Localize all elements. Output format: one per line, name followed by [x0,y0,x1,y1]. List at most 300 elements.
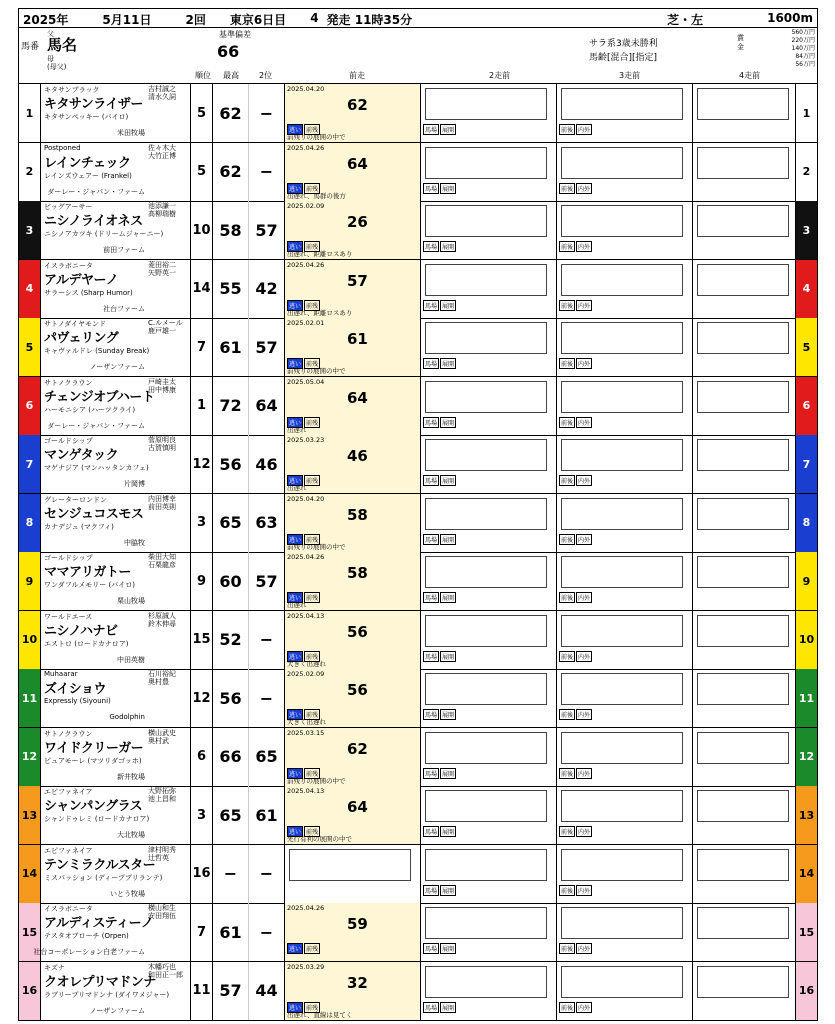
race-2-tags [423,300,457,311]
tag-track: 馬場 [423,183,439,194]
rank-value: 12 [191,435,213,493]
tag-inside-outside: 内外 [576,241,592,252]
gate-number-left: 8 [19,494,41,552]
second-value: 44 [249,962,285,1020]
horse-dam [44,288,133,298]
race-1-date: 2025.04.13 [287,611,325,620]
base-value: 66 [217,42,240,61]
race-3-tags [559,826,593,837]
horse-dam [44,873,162,883]
tag-pace: 展開 [440,651,456,662]
race-1-note: 前残りの展開の中で [287,776,346,785]
horse-sire: イスラボニータ [44,905,93,913]
race-1-note: 出遅れ、直線は見てく [287,1010,353,1019]
jockey-name: 大野拓弥 [148,787,176,795]
tag-track: 馬場 [423,826,439,837]
horse-name: ズイショウ [44,682,106,697]
race-1 [285,318,421,376]
second-label: 2位 [259,71,273,80]
race-1 [285,377,421,435]
race-4 [693,84,797,142]
gate-number-right: 4 [795,260,817,318]
horse-breeder: ノーザンファーム [89,363,145,371]
race-1-score: 62 [347,96,368,114]
jockey-info [148,670,188,686]
race-1 [285,786,421,844]
horse-info [41,845,191,903]
race-3-grid [561,556,683,588]
tag-fore-aft: 前後 [559,651,575,662]
tag-front: 前残 [304,241,320,252]
tag-inside-outside: 内外 [576,826,592,837]
race-2 [421,494,557,552]
race-2-tags [423,534,457,545]
gate-number-left: 13 [19,786,41,844]
tag-front: 前残 [304,943,320,954]
horse-row [18,435,818,494]
race-3-grid [561,322,683,354]
race-2 [421,903,557,961]
jockey-info [148,787,188,803]
gate-number-left: 7 [19,435,41,493]
race-3-tags [559,534,593,545]
tag-fore-aft: 前後 [559,300,575,311]
second-value: 57 [249,201,285,259]
tag-escape: 逃い [287,709,303,720]
race-4-grid [697,439,789,471]
race-2-tags [423,768,457,779]
race-4-grid [697,264,789,296]
trainer-name: 前田英則 [148,502,176,511]
horse-breeder: 大北牧場 [117,831,145,839]
rank-value: 5 [191,143,213,201]
race-3 [557,669,693,727]
race-1 [285,494,421,552]
race-1-note: 大きく出遅れ [287,659,326,668]
horse-row [18,318,818,377]
jockey-info [148,612,188,628]
second-value: 65 [249,728,285,786]
race-4-grid [697,147,789,179]
trainer-name: 石栗龍彦 [148,561,176,569]
tag-inside-outside: 内外 [576,124,592,135]
tag-front: 前残 [304,534,320,545]
base-label: 基準偏差 [219,30,251,39]
tag-fore-aft: 前後 [559,943,575,954]
prize-3: 140万円 [791,45,815,52]
race-1 [285,435,421,493]
tag-track: 馬場 [423,358,439,369]
horse-dam-name: ワンダフルメモリー [44,581,107,589]
race-date: 5月11日 [102,13,152,27]
horse-damsire: (ロードカナロア) [74,639,129,648]
race-2-tags [423,417,457,428]
tag-escape: 逃い [287,358,303,369]
tag-front: 前残 [304,1002,320,1013]
race-4-grid [697,732,789,764]
race-4-grid [697,790,789,822]
race-1-score: 58 [347,505,368,524]
race-2-grid [425,205,547,237]
tag-inside-outside: 内外 [576,651,592,662]
jockey-name: 木幡巧也 [148,962,176,971]
race-3 [557,260,693,318]
tag-escape: 逃い [287,592,303,603]
race-1-note: 出遅れ [287,484,307,492]
trainer-name: 奥村豊 [148,678,169,686]
tag-inside-outside: 内外 [576,475,592,486]
horse-breeder: ノーザンファーム [89,1006,145,1015]
race-post-time: 発走 11時35分 [326,13,413,27]
race-2 [421,143,557,201]
race-3 [557,728,693,786]
race-3-grid [561,264,683,296]
race-1 [285,669,421,727]
rank-value: 12 [191,669,213,727]
race-1 [285,611,421,669]
horse-sire: エピファネイア [44,846,93,855]
race-1 [285,903,421,961]
jockey-info [148,904,188,920]
horse-dam-name: マゲナジア [44,464,79,472]
second-value: − [249,143,285,201]
race-3-tags [559,417,593,428]
horse-info [41,84,191,142]
horse-info [41,786,191,844]
race-2 [421,435,557,493]
tag-track: 馬場 [423,300,439,311]
race-2-tags [423,358,457,369]
rank-value: 14 [191,260,213,318]
tag-escape: 逃い [287,241,303,252]
horse-dam-name: テスタオブローチ [44,932,100,940]
horse-damsire: (ハーツクライ) [88,405,136,414]
gate-number-left: 16 [19,962,41,1020]
tag-escape: 逃い [287,943,303,954]
horse-dam-name: ハーモニシア [44,405,86,414]
race-2-tags [423,241,457,252]
horse-damsire: (バイロ) [108,581,135,589]
gate-number-left: 9 [19,552,41,610]
horse-dam-name: ピュアモーレ [44,756,86,765]
horse-name: ママアリガトー [44,565,131,580]
race-1-score: 56 [347,681,368,699]
tag-pace: 展開 [440,241,456,252]
trainer-name: 奥村武 [148,736,169,745]
horse-sire: エピファネイア [44,788,93,796]
horse-info [41,143,191,201]
race-2-grid [425,556,547,588]
tag-escape: 逃い [287,417,303,428]
jockey-info [148,846,188,862]
race-2-grid [425,88,547,120]
race-4 [693,669,797,727]
horse-dam-name: キャヴァルドレ [44,347,93,355]
race-4-grid [697,615,789,647]
tag-escape: 逃い [287,768,303,779]
horse-name: テンミラクルスター [44,857,156,873]
second-value: 42 [249,260,285,318]
race-1-date: 2025.04.26 [287,904,325,912]
horse-sire: Postponed [44,143,81,152]
jockey-info [148,553,188,569]
horse-row [18,611,818,670]
prize-2: 220万円 [791,37,815,44]
trainer-name: 高柳瑞樹 [148,210,176,218]
tag-inside-outside: 内外 [576,183,592,194]
second-value: 64 [249,377,285,435]
race-2-grid [425,673,547,705]
tag-track: 馬場 [423,943,439,954]
race-2-tags [423,183,457,194]
horse-info [41,201,191,259]
race-3-tags [559,768,593,779]
horse-breeder: 新井牧場 [117,772,145,781]
horse-damsire: (マツリダゴッホ) [87,756,142,765]
race-4-grid [697,966,789,998]
race-3 [557,611,693,669]
race-3 [557,962,693,1020]
horse-dam [44,639,129,649]
tag-track: 馬場 [423,241,439,252]
horse-dam [44,990,169,1000]
horse-breeder: 中田英樹 [117,655,145,664]
race-2-tags [423,124,457,135]
second-value: − [249,845,285,903]
race-3-tags [559,183,593,194]
race-1-note: 出遅れ [287,425,307,434]
race-2 [421,728,557,786]
horse-breeder: Godolphin [109,713,145,721]
horse-name: ニシノハナビ [44,623,118,639]
race-surface: 芝・左 [667,13,704,27]
horse-sire: キタサンブラック [44,86,100,94]
gate-number-left: 12 [19,728,41,786]
horse-dam-name: エストロ [44,639,72,648]
race-4-grid [697,498,789,530]
race-3 [557,143,693,201]
gate-number-right: 12 [795,728,817,786]
gate-number-right: 5 [795,318,817,376]
race-3 [557,84,693,142]
race-3 [557,318,693,376]
horse-dam [44,522,114,532]
horse-dam [44,229,163,239]
tag-pace: 展開 [440,300,456,311]
jockey-name: 杉原誠人 [148,611,176,620]
race-3-grid [561,88,683,120]
tag-fore-aft: 前後 [559,358,575,369]
horse-dam [44,463,149,473]
gate-number-left: 11 [19,669,41,727]
gate-number-left: 4 [19,260,41,318]
dam-label: 母 [47,55,54,63]
race-3 [557,377,693,435]
race-4 [693,845,797,903]
gate-number-right: 15 [795,903,817,961]
best-value: 52 [213,611,249,669]
tag-fore-aft: 前後 [559,417,575,428]
race-1 [285,728,421,786]
race-2 [421,318,557,376]
trainer-name: 安田翔伍 [148,912,176,920]
tag-track: 馬場 [423,124,439,135]
jockey-name: 横山和生 [148,904,176,912]
race-3-grid [561,849,683,881]
rank-value: 16 [191,845,213,903]
race-3 [557,903,693,961]
tag-pace: 展開 [440,183,456,194]
tag-fore-aft: 前後 [559,241,575,252]
trainer-name: 鹿戸雄一 [148,327,176,335]
column-header [18,28,818,84]
gate-number-right: 8 [795,494,817,552]
race-1-note: 出遅れ、距離ロスあり [287,250,353,258]
gate-number-right: 13 [795,786,817,844]
trainer-name: 辻哲英 [148,853,169,862]
race-1-date: 2025.05.04 [287,377,325,386]
race-1 [285,845,421,903]
race-4-grid [697,205,789,237]
race-3 [557,845,693,903]
race-4 [693,494,797,552]
tag-pace: 展開 [440,943,456,954]
horse-breeder: ダーレー・ジャパン・ファーム [47,421,145,430]
jockey-name: 津村明秀 [148,845,176,854]
rank-value: 3 [191,786,213,844]
race-4-grid [697,88,789,120]
tag-track: 馬場 [423,651,439,662]
class-line2: 馬齢[混合][指定] [589,53,658,63]
horse-name: マンゲタック [44,448,119,463]
best-value: 62 [213,143,249,201]
horse-breeder: 米田牧場 [117,129,145,137]
race-3-grid [561,615,683,647]
jockey-info [148,144,188,160]
best-value: − [213,845,249,903]
tag-fore-aft: 前後 [559,1002,575,1013]
tag-track: 馬場 [423,534,439,545]
race-2-grid [425,732,547,764]
tag-pace: 展開 [440,709,456,720]
race-3-tags [559,943,593,954]
race-1-note: 前残りの展開の中で [287,133,346,141]
second-value: 46 [249,435,285,493]
rank-value: 6 [191,728,213,786]
best-value: 61 [213,318,249,376]
race-3 [557,201,693,259]
race-4-grid [697,907,789,939]
race-number: 4 [310,11,319,25]
race-3-tags [559,475,593,486]
horse-sire: ビッグアーサー [44,203,93,211]
horse-dam-name: ニシノアカツキ [44,230,93,238]
second-value: 61 [249,786,285,844]
best-value: 57 [213,962,249,1020]
gate-number-right: 1 [795,84,817,142]
best-value: 56 [213,669,249,727]
gate-number-right: 3 [795,201,817,259]
race-2 [421,377,557,435]
tag-front: 前残 [304,826,320,837]
race-2 [421,786,557,844]
jockey-name: 菅原明良 [148,436,176,444]
tag-pace: 展開 [440,475,456,486]
tag-inside-outside: 内外 [576,534,592,545]
horse-dam [44,697,111,705]
tag-front: 前残 [304,709,320,720]
horse-damsire: (Frankel) [101,171,132,180]
horse-dam [44,112,128,122]
race-1-tags [287,943,321,954]
race-3-tags [559,1002,593,1013]
horse-damsire: (ドリームジャーニー) [94,230,164,238]
horse-breeder: 栗山牧場 [117,597,145,605]
horse-dam [44,931,129,941]
tag-inside-outside: 内外 [576,358,592,369]
race-1-note: 大きく出遅れ [287,718,326,726]
trainer-name: 鈴木伸尋 [148,619,176,628]
tag-inside-outside: 内外 [576,417,592,428]
horse-damsire: (ディープブリランテ) [95,873,163,882]
trainer-name: 大竹正博 [148,151,176,160]
prize-5: 56万円 [795,61,815,68]
horse-row [18,962,818,1021]
second-value: 57 [249,552,285,610]
horse-info [41,435,191,493]
race-2-grid [425,322,547,354]
race-1-note: 先行有利の展開の中で [287,835,352,843]
race-4 [693,377,797,435]
jockey-name: 内田博幸 [148,494,176,503]
race-1-note: 前残りの展開の中で [287,542,346,551]
horse-sire: サトノクラウン [44,729,93,738]
race-1 [285,260,421,318]
horse-damsire: (バイロ) [101,113,129,121]
race-3-grid [561,790,683,822]
race-4 [693,728,797,786]
trainer-name: 田中博康 [148,385,176,394]
jockey-name: 横山武史 [148,728,176,737]
gate-number-left: 1 [19,84,41,142]
race-1-date: 2025.03.15 [287,728,325,737]
race-3-tags [559,885,593,896]
race-1-date: 2025.02.09 [287,670,325,678]
race-2-grid [425,966,547,998]
race-1-score: 32 [347,973,368,992]
race-2-tags [423,943,457,954]
race-1-score: 57 [347,271,368,290]
race-1-score: 61 [347,330,368,348]
trainer-name: 古賀慎明 [148,444,176,452]
race-2-grid [425,790,547,822]
tag-front: 前残 [304,183,320,194]
horse-breeder: ダーレー・ジャパン・ファーム [47,187,145,196]
jockey-info [148,495,188,511]
race-1-date: 2025.04.26 [287,260,325,269]
horse-dam-name: カナデジュ [44,522,79,531]
race-2 [421,962,557,1020]
horse-dam-name: シャンドゥレミ [44,815,93,823]
tag-fore-aft: 前後 [559,183,575,194]
race-3-tags [559,124,593,135]
horse-name-label: 馬名 [47,36,78,54]
race-1-score: 62 [347,739,368,758]
gate-number-right: 10 [795,611,817,669]
best-value: 62 [213,84,249,142]
race-3-grid [561,673,683,705]
tag-escape: 逃い [287,651,303,662]
